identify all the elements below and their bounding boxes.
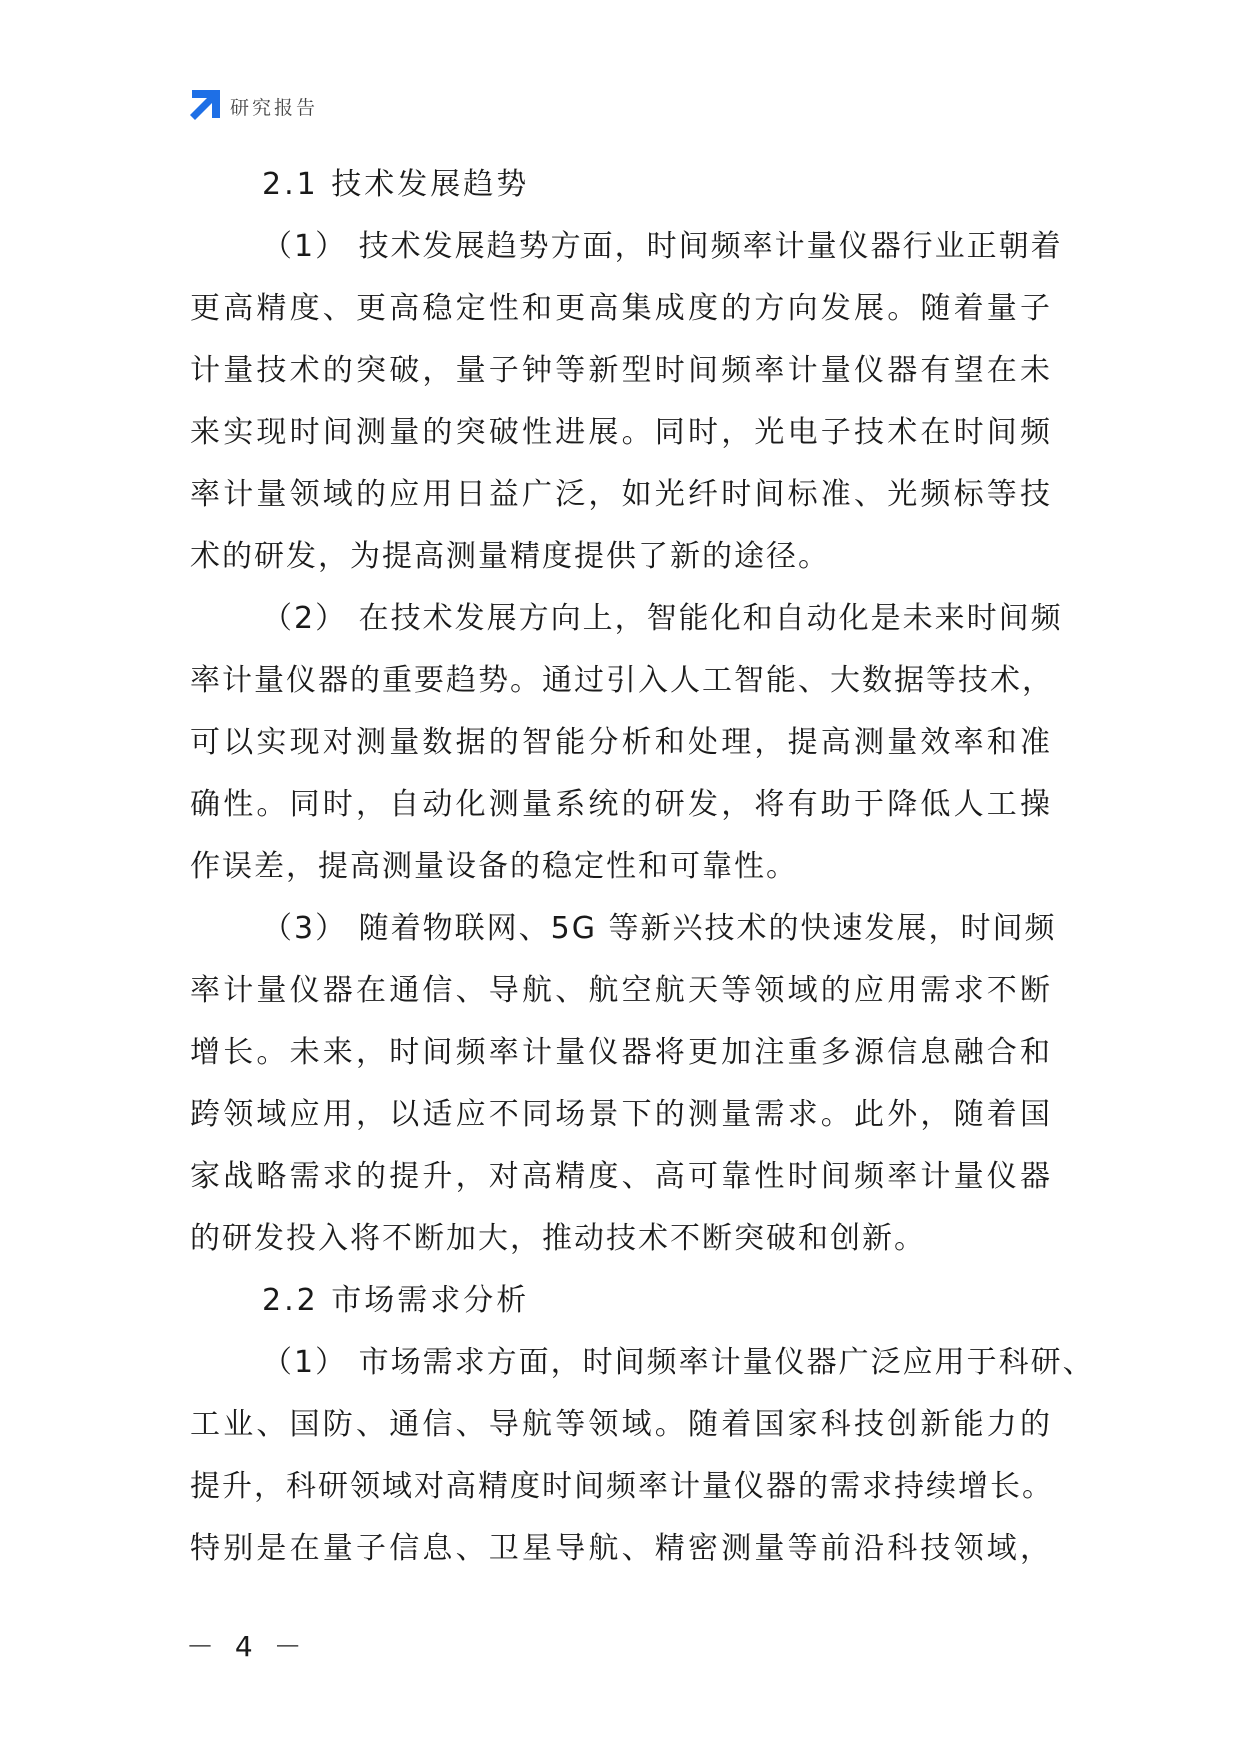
paragraph-line: 术的研发，为提高测量精度提供了新的途径。	[190, 539, 830, 574]
paragraph-line: 工业、国防、通信、导航等领域。随着国家科技创新能力的	[190, 1407, 1052, 1442]
paragraph-line: 率计量仪器在通信、导航、航空航天等领域的应用需求不断	[190, 973, 1052, 1008]
paragraph-line: 增长。未来，时间频率计量仪器将更加注重多源信息融合和	[190, 1035, 1052, 1070]
paragraph-line: 确性。同时，自动化测量系统的研发，将有助于降低人工操	[190, 787, 1052, 822]
paragraph-line: 的研发投入将不断加大，推动技术不断突破和创新。	[190, 1221, 926, 1256]
paragraph-line: （1） 技术发展趋势方面，时间频率计量仪器行业正朝着	[262, 229, 1063, 264]
arrow-up-right-icon	[188, 90, 220, 122]
paragraph-line: （2） 在技术发展方向上，智能化和自动化是未来时间频	[262, 601, 1063, 636]
paragraph-line: 来实现时间测量的突破性进展。同时，光电子技术在时间频	[190, 415, 1052, 450]
header-title: 研究报告	[230, 96, 319, 119]
paragraph-line: （3） 随着物联网、5G 等新兴技术的快速发展，时间频	[262, 911, 1057, 946]
paragraph-line: 作误差，提高测量设备的稳定性和可靠性。	[190, 849, 798, 884]
paragraph-line: 更高精度、更高稳定性和更高集成度的方向发展。随着量子	[190, 291, 1052, 326]
paragraph-line: 率计量仪器的重要趋势。通过引入人工智能、大数据等技术，	[190, 663, 1054, 698]
paragraph-line: 特别是在量子信息、卫星导航、精密测量等前沿科技领域，	[190, 1531, 1052, 1566]
paragraph-line: 家战略需求的提升，对高精度、高可靠性时间频率计量仪器	[190, 1159, 1052, 1194]
paragraph-line: 率计量领域的应用日益广泛，如光纤时间标准、光频标等技	[190, 477, 1052, 512]
paragraph-line: 计量技术的突破，量子钟等新型时间频率计量仪器有望在未	[190, 353, 1052, 388]
paragraph-line: 跨领域应用，以适应不同场景下的测量需求。此外，随着国	[190, 1097, 1052, 1132]
document-body	[190, 154, 1095, 1580]
section-heading: 2.1 技术发展趋势	[262, 167, 530, 202]
paragraph-line: （1） 市场需求方面，时间频率计量仪器广泛应用于科研、	[262, 1345, 1095, 1380]
page-number: － 4 －	[186, 1630, 308, 1663]
paragraph-line: 提升，科研领域对高精度时间频率计量仪器的需求持续增长。	[190, 1469, 1054, 1504]
paragraph-line: 可以实现对测量数据的智能分析和处理，提高测量效率和准	[190, 725, 1052, 760]
page-header	[188, 90, 318, 122]
section-heading: 2.2 市场需求分析	[262, 1283, 530, 1318]
